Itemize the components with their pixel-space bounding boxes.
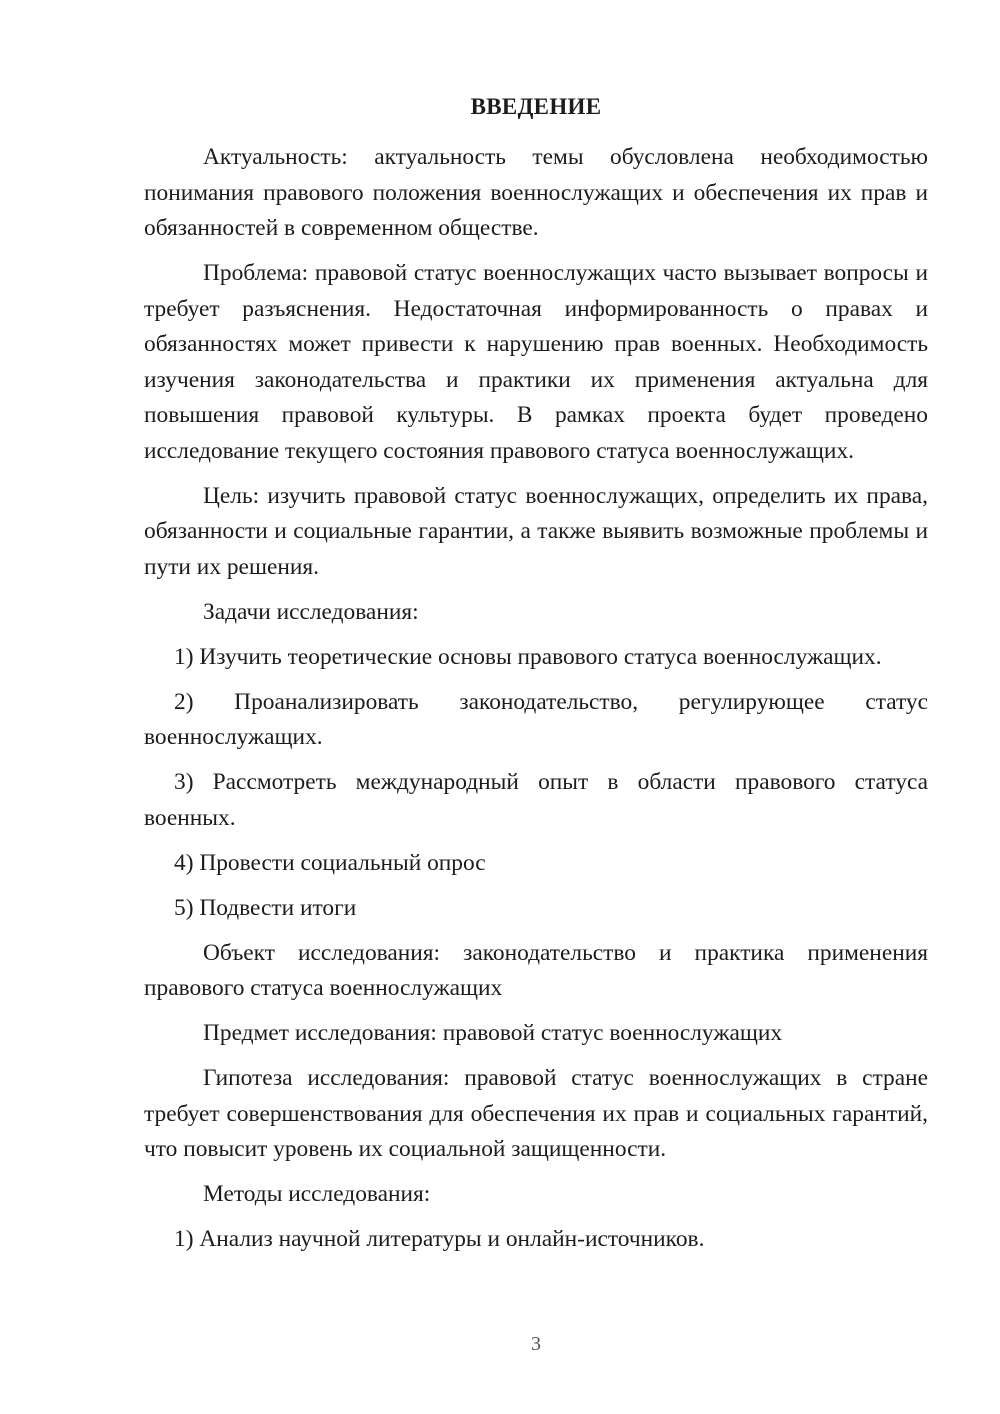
document-body bbox=[144, 140, 928, 1267]
paragraph-object: Объект исследования: законодательство и практика применения правового статуса военнослужащих bbox=[144, 939, 928, 1001]
task-item-3: 3) Рассмотреть международный опыт в области правового статуса военных. bbox=[144, 769, 928, 831]
task-item-4: 4) Провести социальный опрос bbox=[174, 849, 486, 876]
method-item-1: 1) Анализ научной литературы и онлайн-источников. bbox=[174, 1226, 705, 1252]
paragraph-tasks-heading: Задачи исследования: bbox=[203, 598, 419, 625]
paragraph-problem: Проблема: правовой статус военнослужащих часто вызывает вопросы и требует разъяснения. Недостаточная информированность о правах и обязанностях может привести к нарушению прав военных. Необходимость изучения законодательства и практики их применения актуальна для повышения правовой культуры. В рамках проекта будет проведено исследование текущего состояния правового статуса военнослужащих. bbox=[144, 260, 928, 464]
task-item-5: 5) Подвести итоги bbox=[174, 894, 357, 921]
paragraph-hypothesis: Гипотеза исследования: правовой статус военнослужащих в стране требует совершенствования для обеспечения их прав и социальных гарантий, что повысит уровень их социальной защищенности. bbox=[144, 1065, 928, 1162]
paragraph-goal: Цель: изучить правовой статус военнослужащих, определить их права, обязанности и социальные гарантии, а также выявить возможные проблемы и пути их решения. bbox=[144, 482, 928, 580]
paragraph-relevance: Актуальность: актуальность темы обусловлена необходимостью понимания правового положения военнослужащих и обеспечения их прав и обязанностей в современном обществе. bbox=[144, 144, 928, 241]
task-item-2: 2) Проанализировать законодательство, регулирующее статус военнослужащих. bbox=[144, 688, 928, 750]
paragraph-subject: Предмет исследования: правовой статус военнослужащих bbox=[203, 1020, 783, 1046]
page-title: ВВЕДЕНИЕ bbox=[470, 94, 602, 119]
paragraph-methods-heading: Методы исследования: bbox=[203, 1181, 431, 1207]
page-number: 3 bbox=[531, 1333, 541, 1355]
task-item-1: 1) Изучить теоретические основы правового статуса военнослужащих. bbox=[174, 643, 882, 670]
